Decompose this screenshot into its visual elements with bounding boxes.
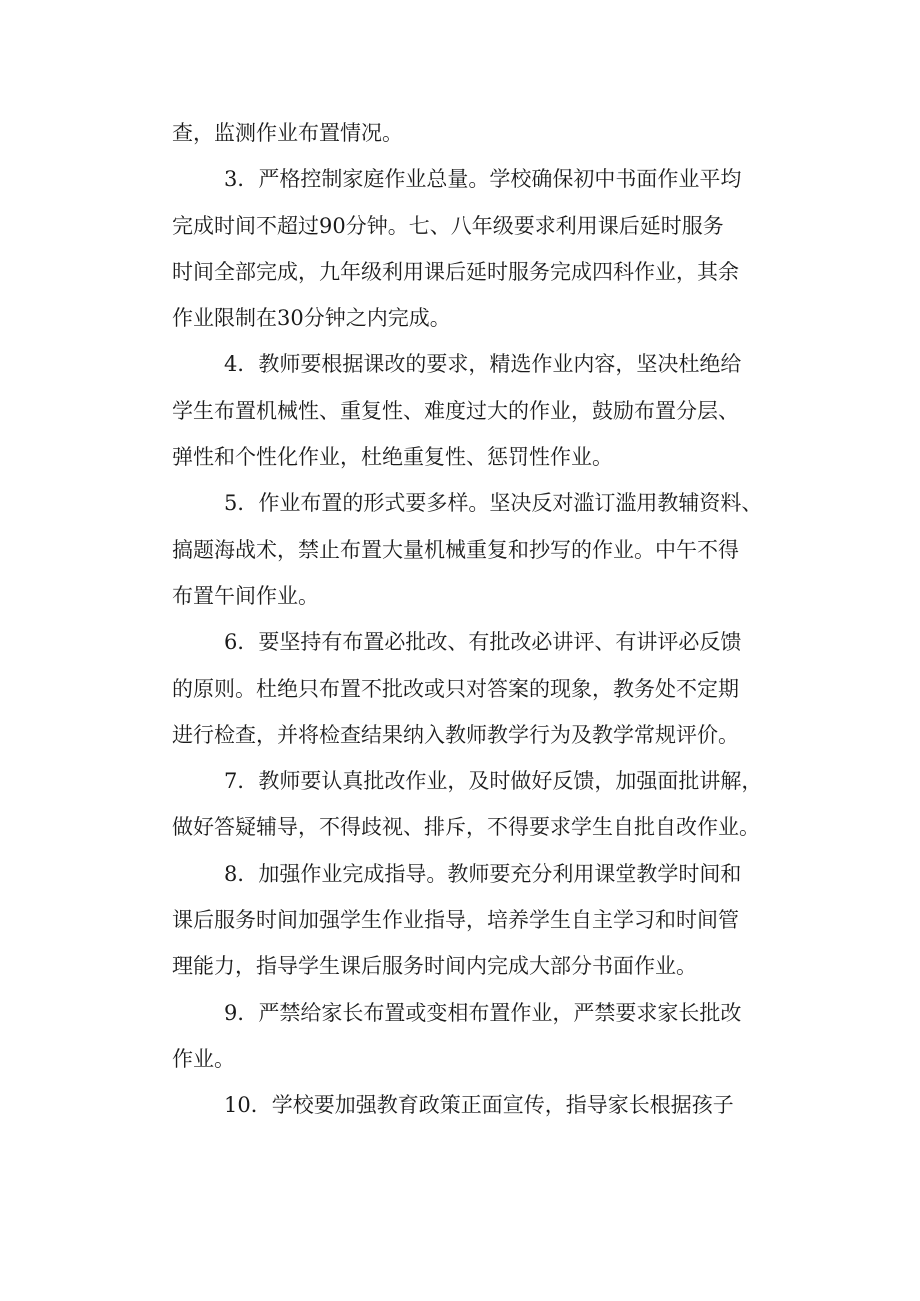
text-line: 完成时间不超过90分钟。七、八年级要求利用课后延时服务: [172, 213, 724, 238]
text-line: 弹性和个性化作业，杜绝重复性、惩罚性作业。: [172, 445, 613, 470]
text-line: 学生布置机械性、重复性、难度过大的作业，鼓励布置分层、: [172, 398, 739, 423]
body-text: [172, 110, 768, 1129]
text-line: 理能力，指导学生课后服务时间内完成大部分书面作业。: [172, 954, 697, 979]
paragraph-start-line: 5．作业布置的形式要多样。坚决反对滥订滥用教辅资料、: [224, 491, 763, 516]
text-line: 时间全部完成，九年级利用课后延时服务完成四科作业，其余: [172, 259, 739, 284]
paragraph-start-line: 9．严禁给家长布置或变相布置作业，严禁要求家长批改: [224, 1000, 742, 1025]
text-line: 布置午间作业。: [172, 583, 319, 608]
paragraph-start-line: 4．教师要根据课改的要求，精选作业内容，坚决杜绝给: [224, 352, 742, 377]
text-line: 做好答疑辅导，不得歧视、排斥，不得要求学生自批自改作业。: [172, 815, 760, 840]
text-line: 搞题海战术，禁止布置大量机械重复和抄写的作业。中午不得: [172, 537, 739, 562]
paragraph-start-line: 3．严格控制家庭作业总量。学校确保初中书面作业平均: [224, 167, 742, 192]
paragraph-start-line: 7．教师要认真批改作业，及时做好反馈，加强面批讲解，: [224, 769, 763, 794]
text-line: 作业限制在30分钟之内完成。: [172, 306, 451, 331]
text-line: 进行检查，并将检查结果纳入教师教学行为及教学常规评价。: [172, 722, 739, 747]
paragraph-start-line: 6．要坚持有布置必批改、有批改必讲评、有讲评必反馈: [224, 630, 742, 655]
paragraph-start-line: 10．学校要加强教育政策正面宣传，指导家长根据孩子: [224, 1093, 734, 1118]
text-line: 查，监测作业布置情况。: [172, 121, 403, 145]
text-line: 作业。: [172, 1046, 235, 1071]
text-line: 课后服务时间加强学生作业指导，培养学生自主学习和时间管: [172, 908, 739, 933]
paragraph-start-line: 8．加强作业完成指导。教师要充分利用课堂教学时间和: [224, 861, 742, 886]
text-line: 的原则。杜绝只布置不批改或只对答案的现象，教务处不定期: [172, 676, 739, 701]
